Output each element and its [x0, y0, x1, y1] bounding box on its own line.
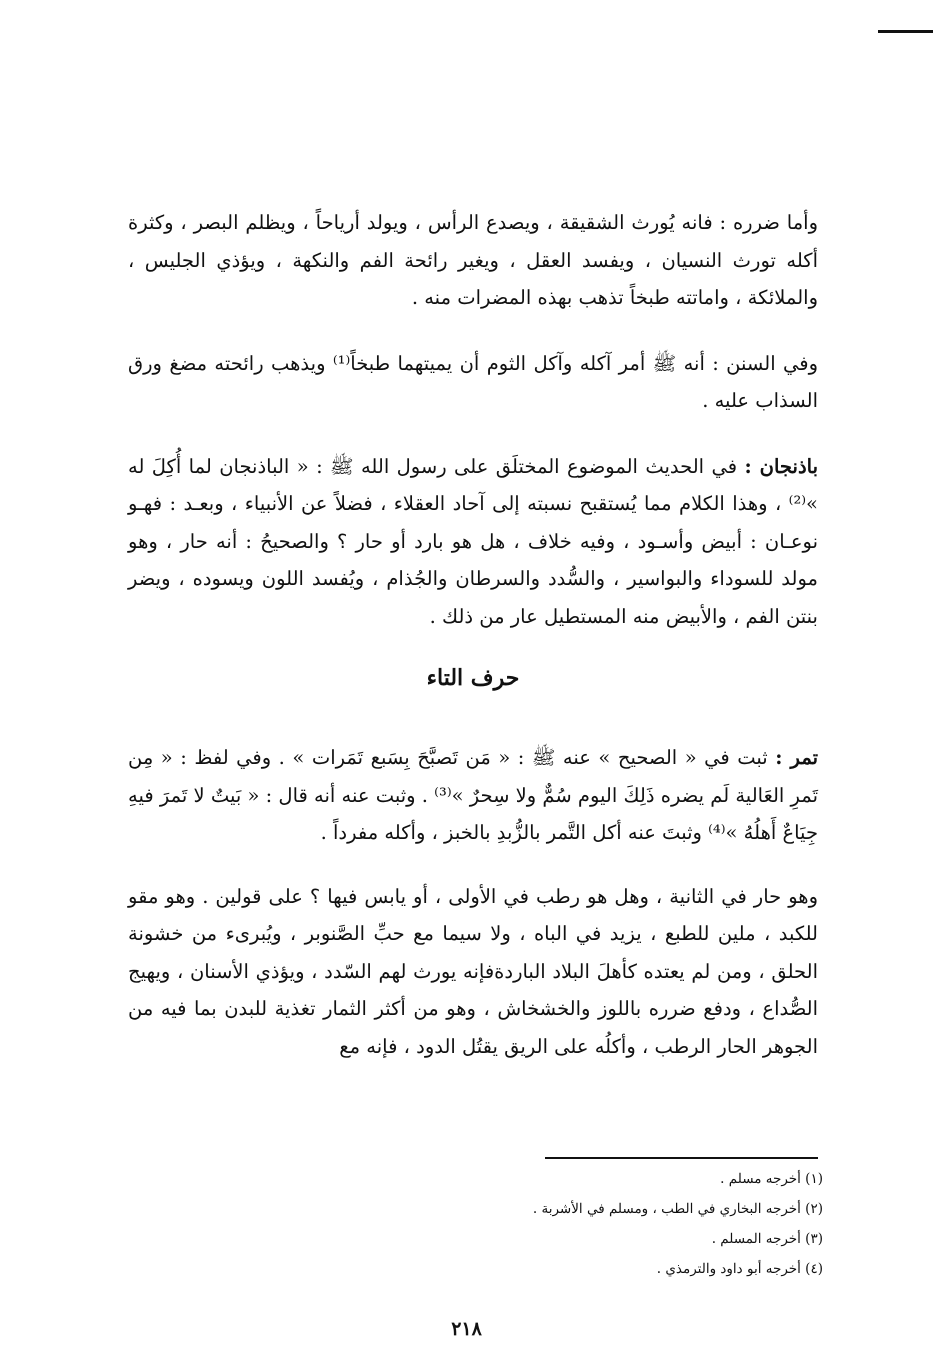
- top-rule: [878, 30, 933, 33]
- entry-term-eggplant: باذنجان :: [744, 454, 818, 478]
- page-number: ٢١٨: [451, 1318, 482, 1340]
- footnote-4: (٤) أخرجه أبو داود والترمذي .: [656, 1261, 823, 1277]
- footnote-1: (١) أخرجه مسلم .: [720, 1171, 823, 1187]
- footnotes: [403, 1164, 823, 1284]
- footnote-2: (٢) أخرجه البخاري في الطب ، ومسلم في الأشربة .: [532, 1201, 823, 1217]
- paragraph-eggplant-text: في الحديث الموضوع المختلَق على رسول الله ﷺ : « الباذنجان لما أُكِلَ له »⁽²⁾ ، وهذا الكلام مما يُستقبح نسبته إلى آحاد العقلاء ، فضلاً عن الأنبياء ، وبعـد : فهـو نوعـان : أبيض وأسـود ، وفيه خلاف ، هل هو بارد أو حار ؟ والصحيحُ : أنه حار ، وهو مولد للسوداء والبواسير ، والسُّدد والسرطان والجُذام ، ويُفسد اللون ويسوده ، ويضر بنتن الفم ، والأبيض منه المستطيل عار من ذلك .: [128, 454, 818, 628]
- section-heading: حرف التاء: [426, 665, 520, 691]
- footnote-3: (٣) أخرجه المسلم .: [711, 1231, 823, 1247]
- paragraph-sunan: وفي السنن : أنه ﷺ أمر آكله وآكل الثوم أن يميتهما طبخاً⁽¹⁾ ويذهب رائحته مضغ ورق السذاب عليه .: [128, 351, 818, 412]
- paragraph-dates-text: ثبت في « الصحيح » عنه ﷺ : « مَن تَصبَّحَ بِسَبع تَمَرات » . وفي لفظ : « مِن تَمرِ العَالية لَم يضره ذَلِكَ اليوم سُمٌّ ولا سِحرٌ »⁽³⁾ . وثبت عنه أنه قال : « بَيتٌ لا تَمرَ فيهِ جِيَاعٌ أَهلُهُ »⁽⁴⁾ وثبتَ عنه أكل التَّمر بالزُّبدِ بالخبز ، وأكله مفرداً .: [128, 746, 819, 844]
- paragraph-dates-nature: وهو حار في الثانية ، وهل هو رطب في الأولى ، أو يابس فيها ؟ على قولين . وهو مقو للكبد ، ملين للطبع ، يزيد في الباه ، ولا سيما مع حبِّ الصَّنوبر ، ويُبرىء من خشونة الحلق ، ومن لم يعتده كأهلَ البلاد الباردةفإنه يورث لهم السّدد ، ويؤذي الأسنان ، ويهيج الصُّداع ، ودفع ضرره باللوز والخشخاش ، وهو من أكثر الثمار تغذية للبدن بما فيه من الجوهر الحار الرطب ، وأكلُه على الريق يقتُل الدود ، فإنه مع: [128, 884, 818, 1058]
- paragraph-dates: [128, 739, 818, 852]
- main-text: [128, 204, 818, 1065]
- entry-term-dates: تمر :: [775, 746, 819, 769]
- paragraph-onion-harm: وأما ضرره : فانه يُورث الشقيقة ، ويصدع الرأس ، ويولد أرياحاً ، ويظلم البصر ، وكثرة أكله تورث النسيان ، ويفسد العقل ، ويغير رائحة الفم والنكهة ، ويؤذي الجليس ، والملائكة ، واماتته طبخاً تذهب بهذه المضرات منه .: [128, 211, 818, 309]
- paragraph-eggplant: [128, 448, 818, 636]
- footnote-rule: [545, 1157, 818, 1159]
